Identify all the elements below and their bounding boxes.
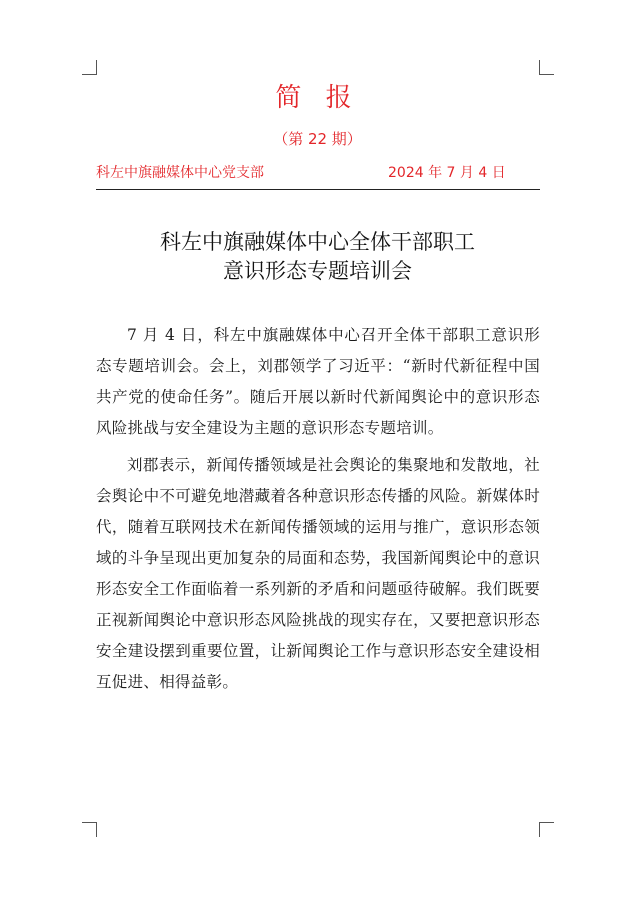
article-paragraph-2: 刘郡表示，新闻传播领域是社会舆论的集聚地和发散地，社会舆论中不可避免地潜藏着各种意识形态传播的风险。新媒体时代，随着互联网技术在新闻传播领域的运用与推广，意识形态领域的斗争呈现出更加复杂的局面和态势，我国新闻舆论中的意识形态安全工作面临着一系列新的矛盾和问题亟待破解。我们既要正视新闻舆论中意识形态风险挑战的现实存在，又要把意识形态安全建设摆到重要位置，让新闻舆论工作与意识形态安全建设相互促进、相得益彰。 [96,456,540,691]
issue-date: 2024 年 7 月 4 日 [388,165,506,181]
issue-number: （第 22 期） [273,130,362,148]
crop-mark-bottom-right [539,822,554,837]
article-paragraph-1: 7 月 4 日，科左中旗融媒体中心召开全体干部职工意识形态专题培训会。会上，刘郡领学了习近平：“新时代新征程中国共产党的使命任务”。随后开展以新时代新闻舆论中的意识形态风险挑战与安全建设为主题的意识形态专题培训。 [96,326,540,437]
article-title-line-2: 意识形态专题培训会 [223,259,412,283]
crop-mark-bottom-left [82,822,97,837]
issuing-organization: 科左中旗融媒体中心党支部 [96,165,264,181]
masthead-title: 简 报 [275,83,360,113]
crop-mark-top-left [82,60,97,75]
crop-mark-top-right [539,60,554,75]
article-body [96,320,540,704]
article-title [0,228,635,286]
header-divider [96,189,540,190]
article-title-line-1: 科左中旗融媒体中心全体干部职工 [160,230,475,254]
